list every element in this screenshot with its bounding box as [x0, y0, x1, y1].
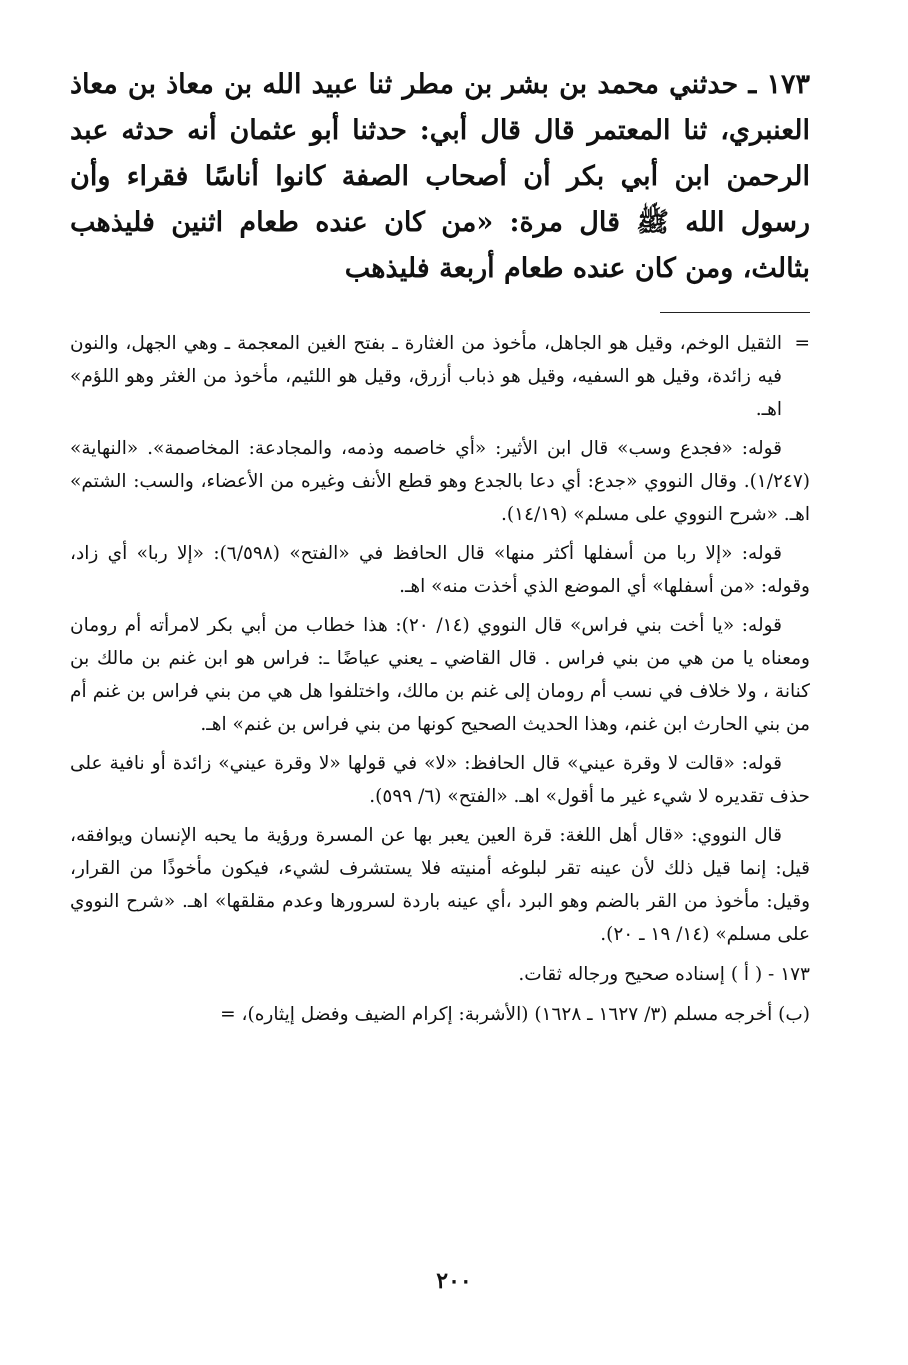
footnote-paragraph — [70, 327, 810, 426]
footnote-paragraph: قوله: «قالت لا وقرة عيني» قال الحافظ: «لا» في قولها «لا وقرة عيني» زائدة أو نافية على حذف تقديره لا شيء غير ما أقول» اهـ. «الفتح» (٦/ ٥٩٩). — [70, 753, 810, 807]
hadith-body: محمد بن بشر بن مطر ثنا عبيد الله بن معاذ بن معاذ العنبري، ثنا المعتمر قال قال أبي: حدثنا أبو عثمان أنه حدثه عبد الرحمن ابن أبي بكر أن أصحاب الصفة كانوا أناسًا فقراء وأن رسول الله ﷺ قال مرة: «من كان عنده طعام اثنين فليذهب بثالث، ومن كان عنده طعام أربعة فليذهب — [70, 69, 810, 284]
footnote-paragraph: قوله: «يا أخت بني فراس» قال النووي (١٤/ ٢٠): هذا خطاب من أبي بكر لامرأته أم رومان ومعناه يا من هي من بني فراس . قال القاضي ـ يعني عياضًا ـ: فراس هو ابن غنم بن مالك بن كنانة ، ولا خلاف في نسب أم رومان إلى غنم بن مالك، واختلفوا هل هي من بني فراس بن غنم أم من بني الحارث ابن غنم، وهذا الحديث الصحيح كونها من بني فراس بن غنم» اهـ. — [70, 615, 810, 735]
footnote-paragraph: قال النووي: «قال أهل اللغة: قرة العين يعبر بها عن المسرة ورؤية ما يحبه الإنسان ويوافقه، قيل: إنما قيل ذلك لأن عينه تقر لبلوغه أمنيته فلا يستشرف لشيء، فيكون مأخوذًا من القرار، وقيل: مأخوذ من القر بالضم وهو البرد ،أي عينه باردة لسرورها وعدم مقلقها» اهـ. «شرح النووي على مسلم» (١٤/ ١٩ ـ ٢٠). — [70, 825, 810, 945]
footnote-separator — [660, 312, 810, 313]
continuation-mark: = — [794, 333, 810, 354]
page-body — [70, 62, 810, 1033]
footnote-paragraph: قوله: «إلا ربا من أسفلها أكثر منها» قال الحافظ في «الفتح» (٦/٥٩٨): «إلا ربا» أي زاد، وقوله: «من أسفلها» أي الموضع الذي أخذت منه» اهـ. — [70, 543, 810, 597]
hadith-number: ١٧٣ ـ — [748, 69, 810, 100]
footnote-paragraph: قوله: «فجدع وسب» قال ابن الأثير: «أي خاصمه وذمه، والمجادعة: المخاصمة». «النهاية» (١/٢٤٧). وقال النووي «جدع: أي دعا بالجدع وهو قطع الأنف وغيره من الأعضاء، والسب: الشتم» اهـ. «شرح النووي على مسلم» (١٤/١٩). — [70, 438, 810, 525]
source-line: ١٧٣ - ( أ ) إسناده صحيح ورجاله ثقات. — [518, 964, 810, 985]
hadith-lead: حدثني — [669, 69, 739, 100]
source-line: (ب) أخرجه مسلم (٣/ ١٦٢٧ ـ ١٦٢٨) (الأشربة: إكرام الضيف وفضل إيثاره)، = — [220, 1004, 810, 1025]
hadith-text — [70, 62, 810, 292]
page-number: ٢٠٠ — [436, 1268, 472, 1294]
footnote-text: الثقيل الوخم، وقيل هو الجاهل، مأخوذ من الغثارة ـ بفتح الغين المعجمة ـ وهي الجهل، والنون فيه زائدة، وقيل هو السفيه، وقيل هو ذباب أزرق، وقيل هو اللئيم، مأخوذ من الغثر وهو اللؤم» اهـ. — [70, 333, 782, 420]
